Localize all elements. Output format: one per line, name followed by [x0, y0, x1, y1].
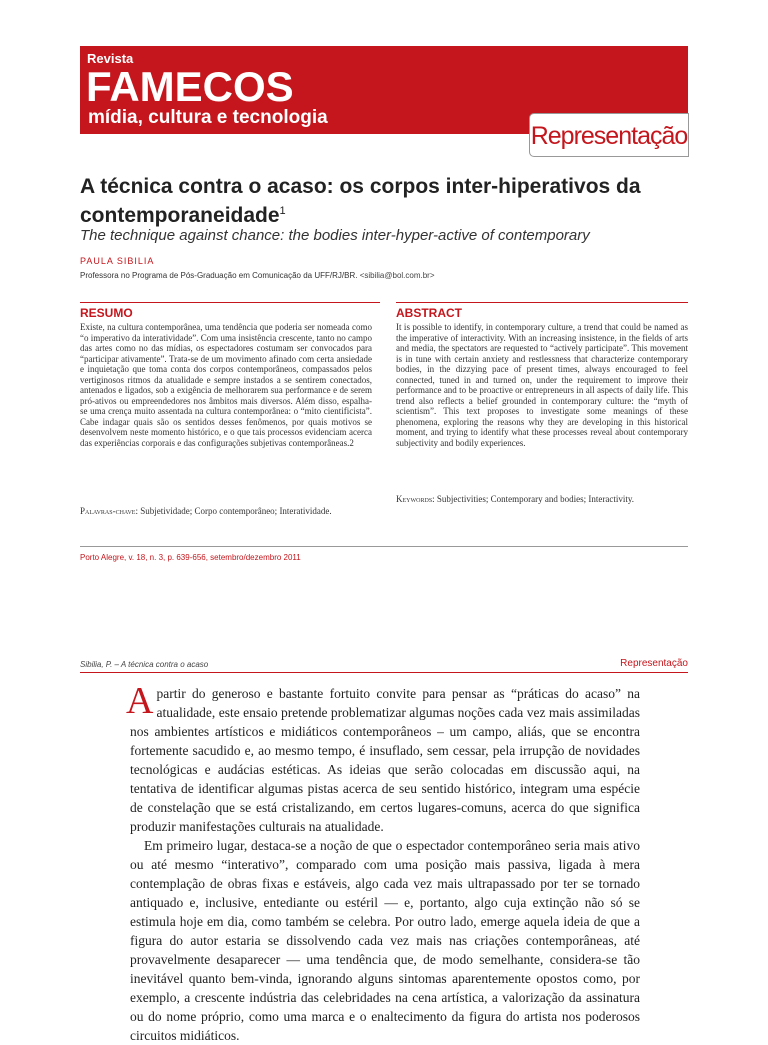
resumo-keywords-text: Subjetividade; Corpo contemporâneo; Interatividade. [140, 506, 332, 516]
journal-kicker: Revista [87, 51, 134, 66]
running-header-left: Sibilia, P. – A técnica contra o acaso [80, 660, 209, 669]
abstract-keywords-label: Keywords: [396, 494, 435, 504]
running-header-right: Representação [620, 658, 688, 669]
author-email-link[interactable]: <sibilia@bol.com.br> [359, 271, 435, 280]
author-affiliation [80, 271, 435, 280]
abstract-heading: ABSTRACT [396, 306, 462, 320]
article-title [80, 174, 700, 228]
resumo-keywords [80, 506, 372, 517]
resumo-rule [80, 302, 380, 303]
section-label: Representação [530, 122, 688, 150]
body-paragraph-1 [126, 680, 640, 836]
title-footnote-ref[interactable]: 1 [279, 205, 286, 217]
author-name: PAULA SIBILIA [80, 256, 155, 266]
article-title-text: A técnica contra o acaso: os corpos inter-hiperativos da contemporaneidade [80, 175, 641, 227]
citation-rule [80, 546, 688, 547]
journal-brand: FAMECOS [86, 63, 294, 110]
resumo-text: Existe, na cultura contemporânea, uma tendência que poderia ser nomeada como “o imperativo da interatividade”. Com uma insistência crescente, tanto no campo das artes como no das mídias, os espectadores costumam ser convocados para “participar ativamente”. Trata-se de um movimento afinado com certa ansiedade e inquietação que toma conta dos corpos contemporâneos, compassados pelos vertiginosos ritmos da atualidade e sempre instados a se sentirem conectados, antenados e ligados, sob a exigência de melhorarem sua performance e de serem pró-ativos ou empreendedores nos âmbitos mais diversos. Além disso, espalha-se uma crença muito assentada na cultura contemporânea: o “mito cientificista”. Cabe indagar quais são os sentidos desses fenômenos, por quais motivos se desenvolvem neste momento histórico, e o que tais processos evidenciam acerca das experiências corporais e das configurações subjetivas contemporâneas.2 [80, 322, 372, 448]
journal-tagline: mídia, cultura e tecnologia [88, 107, 328, 128]
abstract-keywords-text: Subjectivities; Contemporary and bodies; Interactivity. [436, 494, 635, 504]
section-label-box [529, 113, 689, 157]
affiliation-text: Professora no Programa de Pós-Graduação em Comunicação da UFF/RJ/BR. [80, 271, 358, 280]
abstract-text: It is possible to identify, in contemporary culture, a trend that could be named as the imperative of interactivity. With an increasing insistence, in the fields of arts and media, the spectators are requested to “actively participate”. This movement is in tune with certain anxiety and restlessness that characterize contemporary bodies, in the dizzying pace of present times, always encouraged to feel connected, tuned in and turned on, under the requirement to improve their performance and to be proactive or entrepreneurs in all aspects of daily life. This trend also reflects a belief grounded in contemporary culture: the “myth of scientism”. This text proposes to investigate some meanings of these phenomena, exploring the reasons why they are developing in this historical moment, and trying to identify what these processes reveal about contemporary subjectivity and bodily experiences. [396, 322, 688, 448]
citation-line: Porto Alegre, v. 18, n. 3, p. 639-656, setembro/dezembro 2011 [80, 553, 301, 562]
body-paragraph-2: Em primeiro lugar, destaca-se a noção de que o espectador contemporâneo seria mais ativo ou até mesmo “interativo”, comparado com uma posição mais passiva, ligada à mera contemplação de obras fixas e estáveis, algo cada vez mais ultrapassado por ter se tornado antiquado e, inclusive, entediante ou estéril — e, portanto, algo cuja extinção não só se estimula hoje em dia, como também se celebra. Por outro lado, emerge aquela ideia de que a figura do autor estaria se dissolvendo cada vez mais nas criações contemporâneas, até provavelmente desaparecer — uma tendência que, de modo semelhante, considera-se tão inevitável quanto bem-vinda, ignorando alguns sintomas aparentemente opostos como, por exemplo, a crescente indústria das celebridades na cena artística, a valorização da assinatura ou do nome próprio, como uma marca e o enaltecimento da figura do artista nos poderosos circuitos midiáticos. [130, 838, 640, 1043]
resumo-heading: RESUMO [80, 306, 133, 320]
running-header-rule [80, 672, 688, 673]
abstract-rule [396, 302, 688, 303]
article-body [126, 680, 640, 1045]
resumo-keywords-label: Palavras-chave: [80, 506, 138, 516]
abstract-keywords [396, 494, 688, 505]
drop-cap: A [126, 680, 154, 722]
article-subtitle: The technique against chance: the bodies inter-hyper-active of contemporary [80, 227, 590, 244]
body-paragraph-1-text: partir do generoso e bastante fortuito convite para pensar as “práticas do acaso” na atualidade, este ensaio pretende problematizar algumas noções cada vez mais assimiladas nos ambientes artísticos e midiáticos contemporâneos – um campo, aliás, que se encontra fortemente sacudido e, ao mesmo tempo, é insuflado, sem cessar, pela irrupção de novidades tecnológicas e audácias estéticas. As ideias que serão colocadas em discussão aqui, na tentativa de identificar algumas pistas acerca de seu sentido histórico, integram uma espécie de constelação que se está cristalizando, em certos lugares-comuns, acerca do que significa produzir manifestações culturais na atualidade. [130, 686, 640, 834]
